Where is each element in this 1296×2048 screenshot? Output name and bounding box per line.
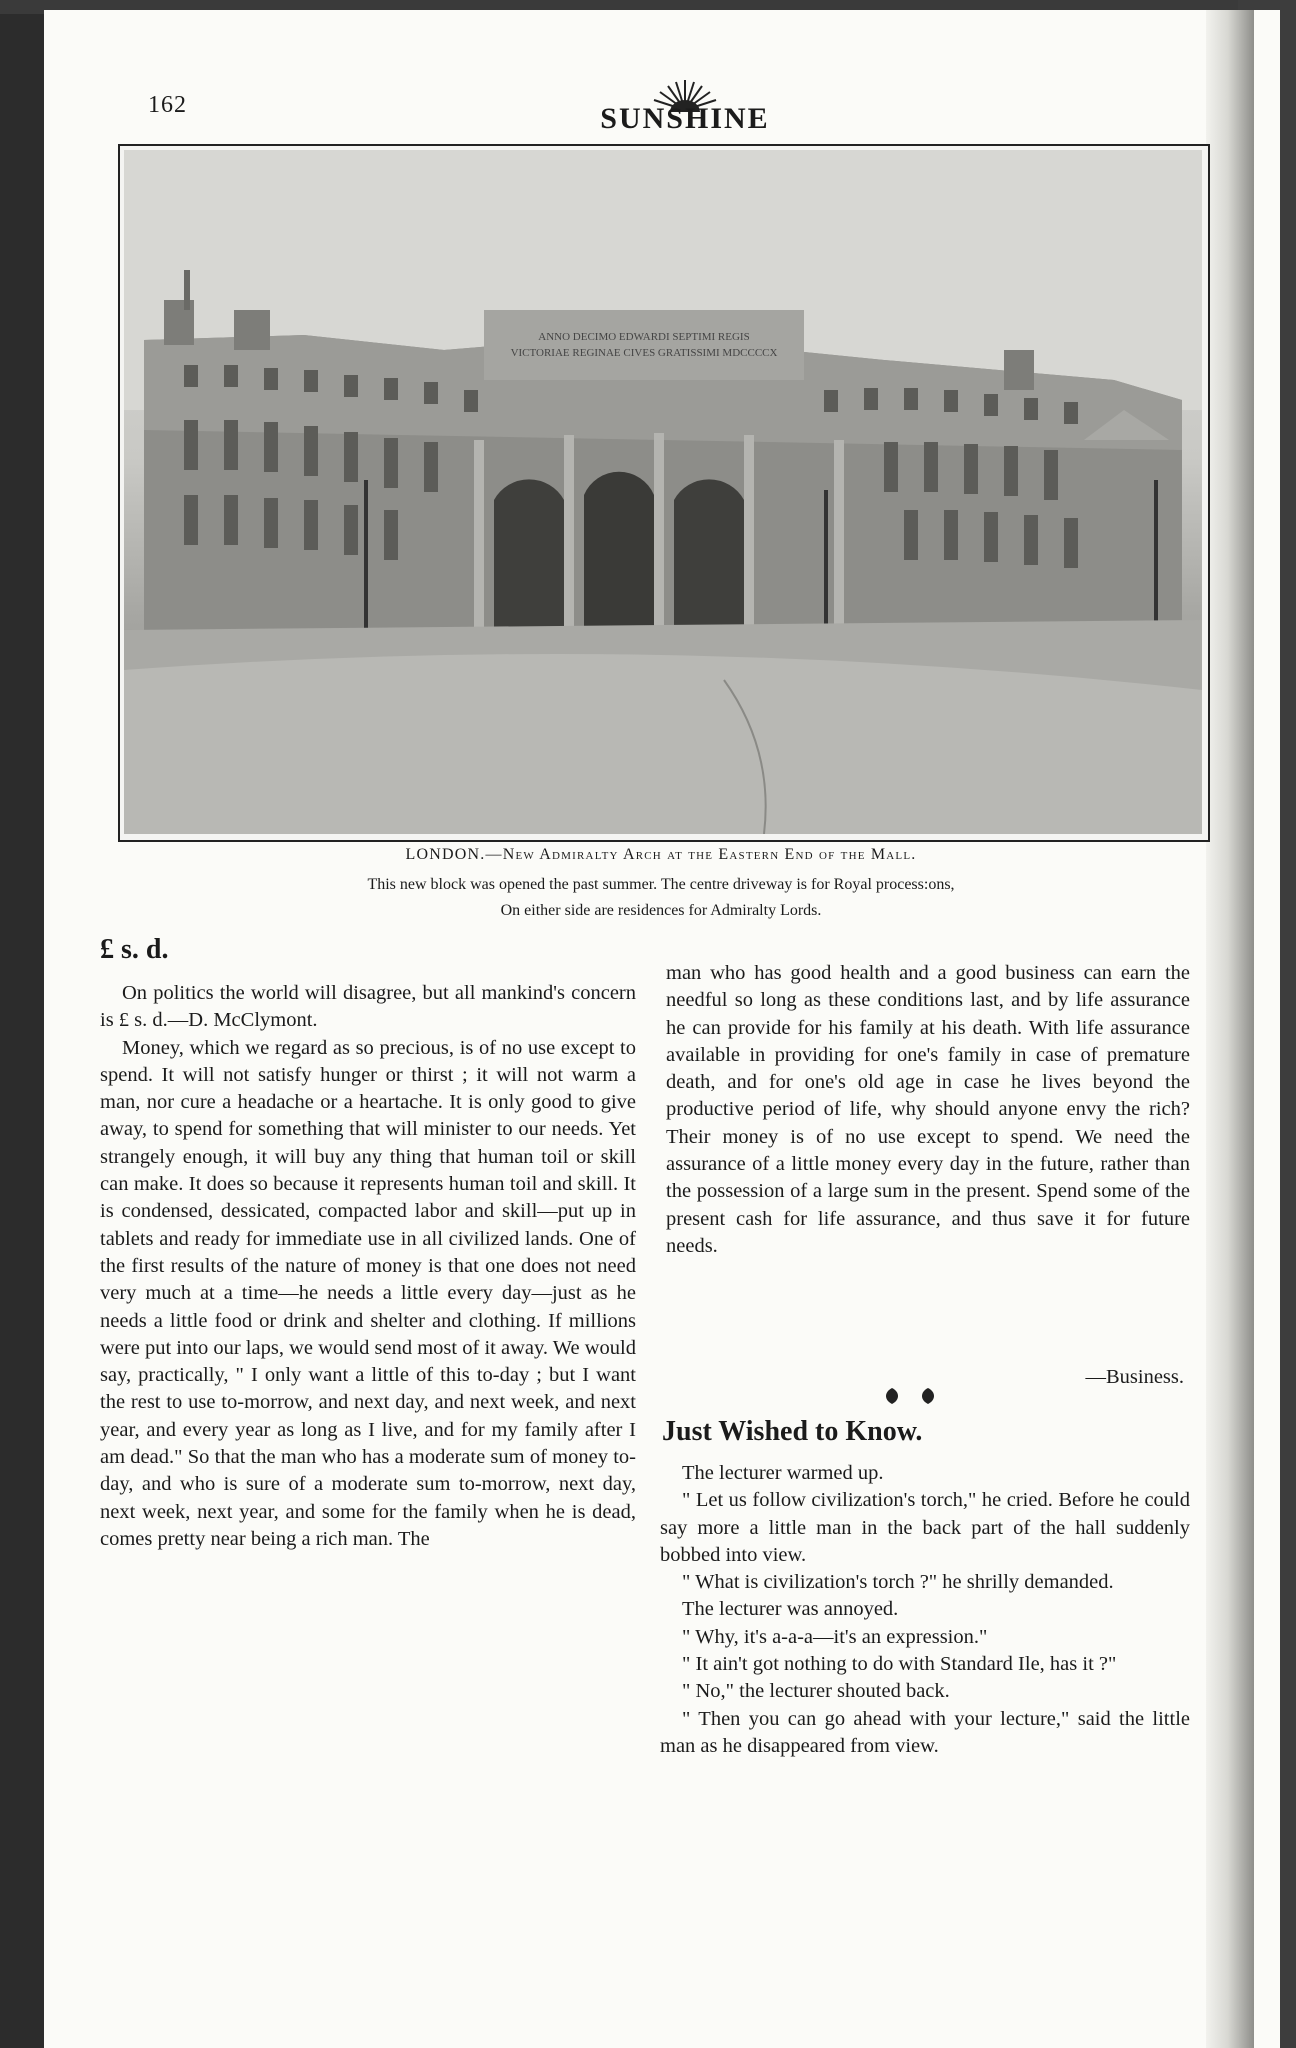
article-heading-just-wished: Just Wished to Know. xyxy=(662,1416,923,1447)
article-just-wished-paragraph-3: " What is civilization's torch ?" he shrilly demanded. xyxy=(682,1571,1114,1594)
article-just-wished-paragraph-8: " Then you can go ahead with your lecture," said the little man as he disappeared from view. xyxy=(660,1707,1190,1757)
article-just-wished-paragraph-1: The lecturer warmed up. xyxy=(682,1462,884,1484)
photo-caption-line-1: This new block was opened the past summer. The centre driveway is for Royal process:ons, xyxy=(367,876,955,893)
article-just-wished-column xyxy=(660,1460,1190,1760)
article-lsd-attribution: —Business. xyxy=(1085,1366,1184,1388)
arch-inscription-1: ANNO DECIMO EDWARDI SEPTIMI REGIS xyxy=(538,331,750,343)
article-just-wished-paragraph-4: The lecturer was annoyed. xyxy=(682,1598,899,1621)
article-lsd-left-column xyxy=(100,980,636,1553)
arch-inscription-2: VICTORIAE REGINAE CIVES GRATISSIMI MDCCCCX xyxy=(510,347,778,359)
page-gutter-shadow xyxy=(1206,10,1254,2048)
article-just-wished-paragraph-5: " Why, it's a-a-a—it's an expression." xyxy=(682,1625,988,1648)
admiralty-arch-illustration xyxy=(124,150,1202,834)
article-lsd-paragraph-1: On politics the world will disagree, but all mankind's concern is £ s. d.—D. McClymont. xyxy=(100,982,636,1032)
page-number: 162 xyxy=(148,92,187,118)
admiralty-arch-photo xyxy=(124,150,1202,834)
masthead-title: SUNSHINE xyxy=(600,102,770,135)
article-lsd-paragraph-2: Money, which we regard as so precious, is of no use except to spend. It will not satisfy hunger or thirst ; it will not warm a man, nor cure a headache or a heartache. It is only good to give away, to spend for something that will minister to our needs. Yet strangely enough, it will buy any thing that human toil or skill can make. It does so because it represents human toil and skill. It is condensed, dessicated, compacted labor and skill—put up in tablets and ready for immediate use in all civilized lands. One of the first results of the nature of money is that one does not need very much at a time—he needs a little every day—just as he needs a little food or drink and shelter and clothing. If millions were put into our laps, we would send most of it away. We would say, practically, " I only want a little of this to-day ; but I want the rest to use to-morrow, and next day, and next week, and next year, and every year as long as I live, and for my family after I am dead." So that the man who has a moderate sum of money to-day, and who is sure of a moderate sum to-morrow, next day, next week, next year, and some for the family when he is dead, comes pretty near being a rich man. The xyxy=(100,1036,636,1550)
article-lsd-right-column xyxy=(666,960,1190,1260)
photo-caption-line-2: On either side are residences for Admiralty Lords. xyxy=(500,902,822,919)
article-lsd-paragraph-continued: man who has good health and a good business can earn the needful so long as these conditions last, and by life assurance he can provide for his family at his death. With life assurance available in providing for one's family in case of premature death, and for one's old age in case he lives beyond the productive period of life, why should anyone envy the rich? Their money is of no use except to spend. We need the assurance of a little money every day in the future, rather than the possession of a large sum in the present. Spend some of the present cash for life assurance, and thus save it for future needs. xyxy=(666,962,1190,1257)
photo-caption-title: LONDON.—New Admiralty Arch at the Eastern End of the Mall. xyxy=(405,846,917,863)
article-heading-lsd: £ s. d. xyxy=(100,934,169,965)
masthead xyxy=(596,78,774,138)
leaf-ornament-icon xyxy=(880,1384,950,1408)
article-just-wished-paragraph-6: " It ain't got nothing to do with Standard Ile, has it ?" xyxy=(682,1653,1117,1676)
article-just-wished-paragraph-2: " Let us follow civilization's torch," he cried. Before he could say more a little man in the back part of the hall suddenly bobbed into view. xyxy=(660,1489,1190,1566)
article-just-wished-paragraph-7: " No," the lecturer shouted back. xyxy=(682,1680,950,1703)
